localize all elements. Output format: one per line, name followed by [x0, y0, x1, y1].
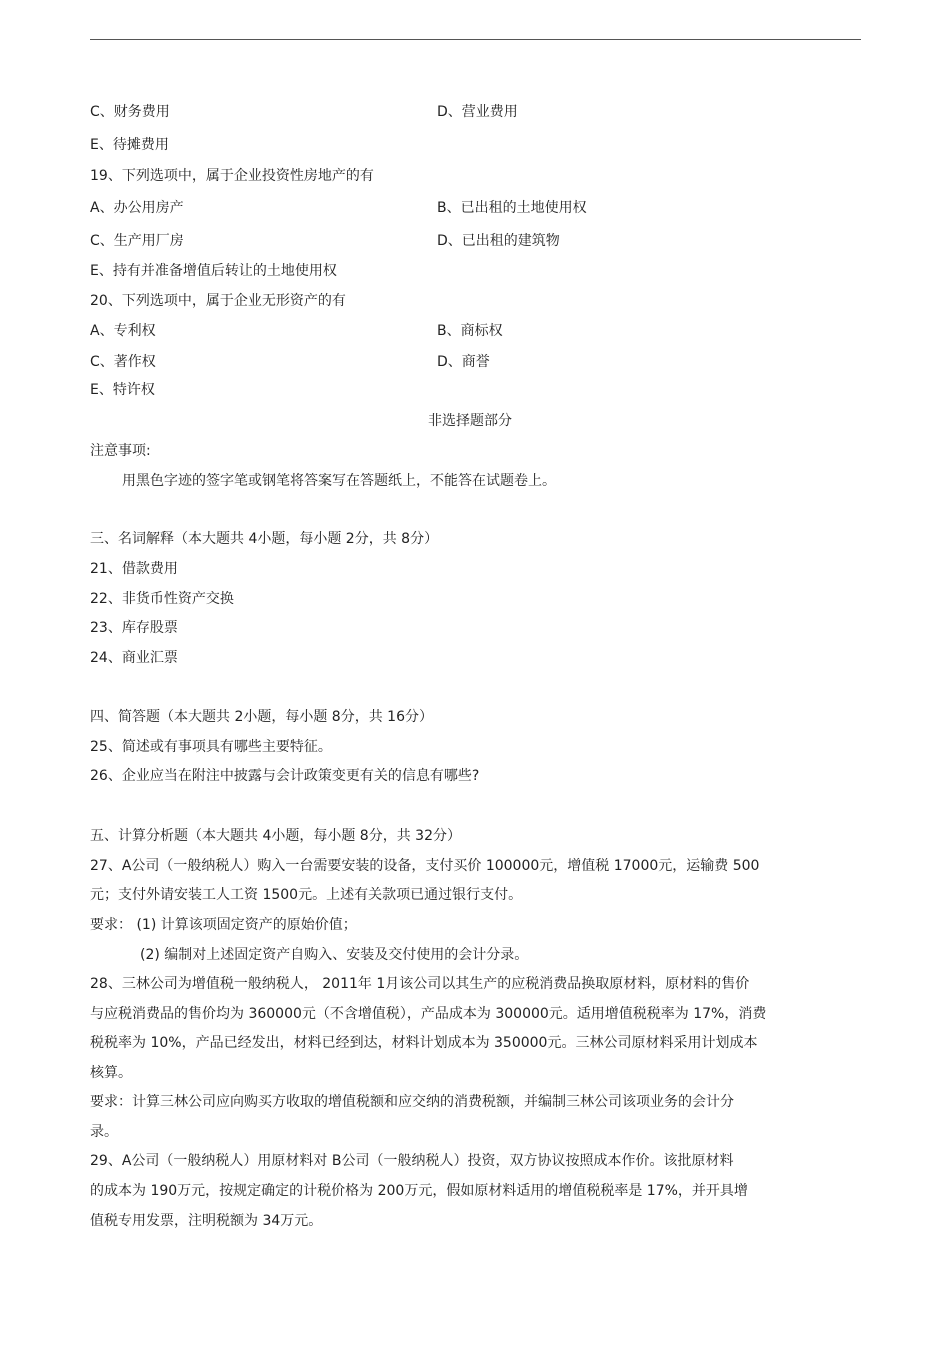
- section-5-heading: 五、计算分析题（本大题共 4小题，每小题 8分，共 32分）: [90, 828, 461, 844]
- question-29-line-2: 的成本为 190万元，按规定确定的计税价格为 200万元，假如原材料适用的增值税税率是 17%，并开具增: [90, 1183, 748, 1199]
- q19-option-b: B、已出租的土地使用权: [437, 200, 587, 216]
- question-19: 19、下列选项中，属于企业投资性房地产的有: [90, 168, 374, 184]
- question-29-line-1: 29、A公司（一般纳税人）用原材料对 B公司（一般纳税人）投资，双方协议按照成本作价。该批原材料: [90, 1153, 734, 1169]
- option-d-operating-cost: D、营业费用: [437, 104, 518, 120]
- q20-option-b: B、商标权: [437, 323, 503, 339]
- q20-option-e: E、特许权: [90, 382, 155, 398]
- question-25: 25、简述或有事项具有哪些主要特征。: [90, 739, 332, 755]
- question-28-line-3: 税税率为 10%，产品已经发出，材料已经到达，材料计划成本为 350000元。三林公司原材料采用计划成本: [90, 1035, 758, 1051]
- question-27-line-2: 元；支付外请安装工人工资 1500元。上述有关款项已通过银行支付。: [90, 887, 523, 903]
- q28-requirement-line-2: 录。: [90, 1124, 118, 1140]
- q20-option-c: C、著作权: [90, 354, 156, 370]
- header-rule: [90, 39, 861, 40]
- question-26: 26、企业应当在附注中披露与会计政策变更有关的信息有哪些?: [90, 768, 480, 784]
- notice-label: 注意事项:: [90, 443, 151, 459]
- question-23: 23、库存股票: [90, 620, 178, 636]
- question-27-line-1: 27、A公司（一般纳税人）购入一台需要安装的设备，支付买价 100000元，增值税 17000元，运输费 500: [90, 858, 760, 874]
- question-21: 21、借款费用: [90, 561, 178, 577]
- question-22: 22、非货币性资产交换: [90, 591, 234, 607]
- q20-option-d: D、商誉: [437, 354, 490, 370]
- question-28-line-4: 核算。: [90, 1065, 132, 1081]
- q19-option-e: E、持有并准备增值后转让的土地使用权: [90, 263, 337, 279]
- q19-option-d: D、已出租的建筑物: [437, 233, 560, 249]
- option-e-deferred-cost: E、待摊费用: [90, 137, 169, 153]
- question-20: 20、下列选项中，属于企业无形资产的有: [90, 293, 346, 309]
- section-3-heading: 三、名词解释（本大题共 4小题，每小题 2分，共 8分）: [90, 531, 439, 547]
- question-28-line-2: 与应税消费品的售价均为 360000元（不含增值税），产品成本为 300000元。适用增值税税率为 17%，消费: [90, 1006, 767, 1022]
- question-28-line-1: 28、三林公司为增值税一般纳税人， 2011年 1月该公司以其生产的应税消费品换取原材料，原材料的售价: [90, 976, 750, 992]
- notice-text: 用黑色字迹的签字笔或钢笔将答案写在答题纸上，不能答在试题卷上。: [122, 473, 556, 489]
- question-24: 24、商业汇票: [90, 650, 178, 666]
- q27-requirement-2: (2) 编制对上述固定资产自购入、安装及交付使用的会计分录。: [140, 947, 529, 963]
- q19-option-a: A、办公用房产: [90, 200, 184, 216]
- section-heading-non-choice: 非选择题部分: [428, 413, 512, 429]
- q28-requirement-line-1: 要求：计算三林公司应向购买方收取的增值税额和应交纳的消费税额，并编制三林公司该项业务的会计分: [90, 1094, 734, 1110]
- q19-option-c: C、生产用厂房: [90, 233, 184, 249]
- section-4-heading: 四、简答题（本大题共 2小题，每小题 8分，共 16分）: [90, 709, 433, 725]
- option-c-finance-cost: C、财务费用: [90, 104, 170, 120]
- q27-requirement-1: 要求： (1) 计算该项固定资产的原始价值；: [90, 917, 357, 933]
- q20-option-a: A、专利权: [90, 323, 156, 339]
- question-29-line-3: 值税专用发票，注明税额为 34万元。: [90, 1213, 323, 1229]
